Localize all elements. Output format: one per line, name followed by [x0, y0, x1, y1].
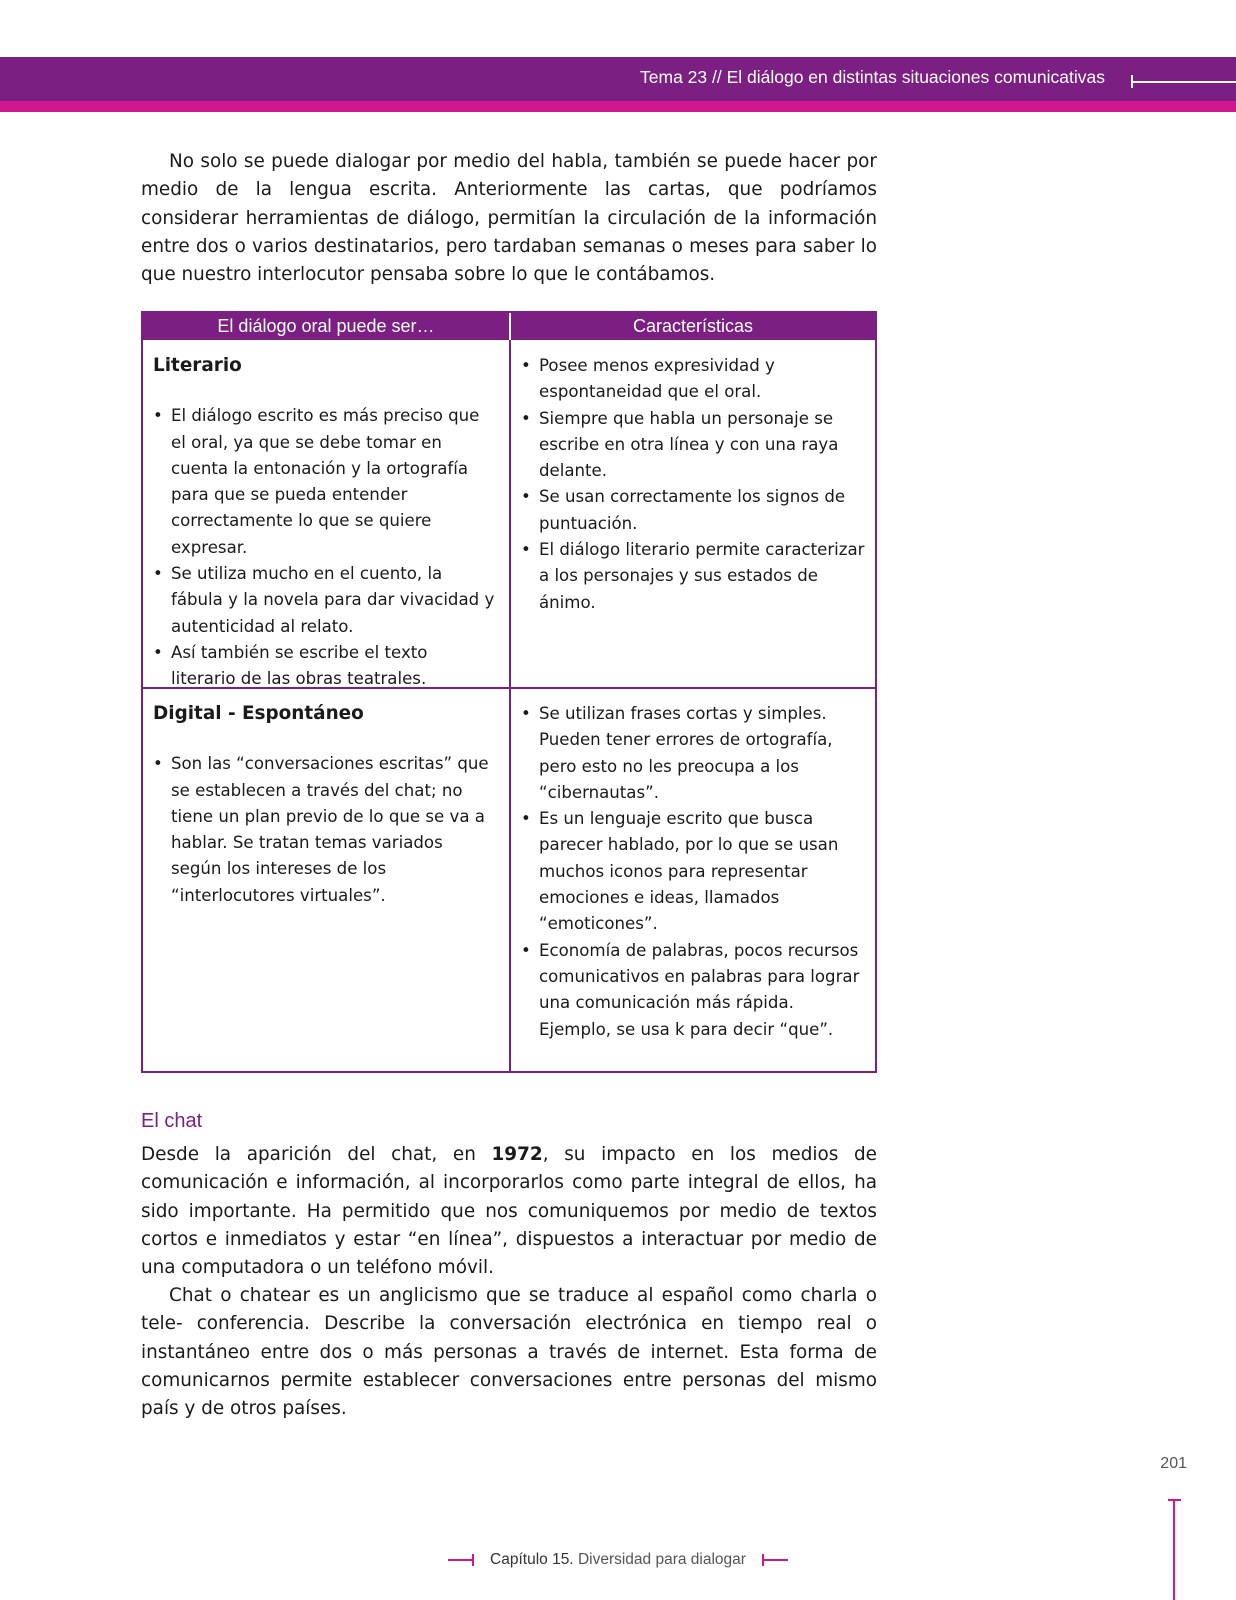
list-item: • Posee menos expresividad y espontaneidad que el oral. [521, 353, 867, 406]
footer-chapter-title: Diversidad para dialogar [577, 1551, 746, 1568]
page-number: 201 [1160, 1455, 1187, 1472]
table-header-row [143, 313, 875, 340]
footer-left-marker [448, 1559, 474, 1561]
row-title-digital: Digital - Espontáneo [153, 703, 364, 724]
table-column-divider [509, 340, 511, 1073]
literario-type-list [153, 403, 497, 692]
dialogue-types-table [141, 311, 877, 1073]
list-item: • Se utiliza mucho en el cuento, la fábula y la novela para dar vivacidad y autenticidad al relato. [153, 561, 497, 640]
table-cell-literario-characteristics [521, 353, 867, 616]
chat-paragraph-1 [141, 1141, 877, 1282]
row-title-literario: Literario [153, 355, 242, 376]
digital-characteristics-list [521, 701, 867, 1043]
intro-paragraph: No solo se puede dialogar por medio del habla, también se puede hacer por medio de la lengua escrita. Anteriormente las cartas, que podríamos considerar herramientas de diálogo, permitían la circulación de la información entre dos o varios destinatarios, pero tardaban semanas o meses para saber lo que nuestro interlocutor pensaba sobre lo que le contábamos. [141, 151, 877, 286]
table-header-type: El diálogo oral puede ser… [217, 316, 435, 336]
list-item: • Siempre que habla un personaje se escribe en otra línea y con una raya delante. [521, 406, 867, 485]
list-item: • El diálogo escrito es más preciso que el oral, ya que se debe tomar en cuenta la entonación y la ortografía para que se pueda entender correctamente lo que se quiere expresar. [153, 403, 497, 561]
literario-characteristics-list [521, 353, 867, 616]
list-item: • Economía de palabras, pocos recursos comunicativos en palabras para lograr una comunicación más rápida. Ejemplo, se usa k para decir “que”. [521, 938, 867, 1043]
header-rule [1131, 81, 1236, 83]
digital-type-list [153, 751, 497, 909]
chapter-footer [0, 1551, 1236, 1569]
list-item: • Es un lenguaje escrito que busca parecer hablado, por lo que se usan muchos iconos para representar emociones e ideas, llamados “emoticones”. [521, 806, 867, 937]
table-header-characteristics: Características [632, 316, 754, 336]
table-cell-literario-type [153, 353, 497, 693]
table-cell-digital-type [153, 701, 497, 909]
header-accent-stripe [0, 101, 1236, 112]
header-rule-tick [1131, 75, 1133, 88]
list-item: • Se usan correctamente los signos de puntuación. [521, 484, 867, 537]
chat-p1-text-before: Desde la aparición del chat, en [141, 1144, 492, 1165]
chat-p1-text-after: , su impacto en los medios de comunicación e información, al incorporarlos como parte integral de ellos, ha sido importante. Ha permitido que nos comuniquemos por medio de textos cortos e inmediatos y estar “en línea”, dispuestos a interactuar por medio de una computadora o un teléfono móvil. [141, 1144, 877, 1279]
list-item: • El diálogo literario permite caracterizar a los personajes y sus estados de ánimo. [521, 537, 867, 616]
list-item: • Así también se escribe el texto literario de las obras teatrales. [153, 640, 497, 693]
section-heading-chat: El chat [141, 1110, 203, 1132]
list-item: • Se utilizan frases cortas y simples. Pueden tener errores de ortografía, pero esto no les preocupa a los “cibernautas”. [521, 701, 867, 806]
table-cell-digital-characteristics [521, 701, 867, 1043]
running-header-title: Tema 23 // El diálogo en distintas situaciones comunicativas [640, 67, 1105, 87]
chat-paragraph-2: Chat o chatear es un anglicismo que se traduce al español como charla o tele- conferencia. Describe la conversación electrónica en tiempo real o instantáneo entre dos o más personas a través de internet. Esta forma de comunicarnos permite establecer conversaciones entre personas del mismo país y de otros países. [141, 1285, 877, 1420]
footer-chapter-label: Capítulo 15. [490, 1551, 574, 1568]
chat-year: 1972 [491, 1144, 543, 1165]
footer-right-marker [762, 1559, 788, 1561]
list-item: • Son las “conversaciones escritas” que se establecen a través del chat; no tiene un plan previo de lo que se va a hablar. Se tratan temas variados según los intereses de los “interlocutores virtuales”. [153, 751, 497, 909]
side-marker-line [1173, 1499, 1175, 1600]
